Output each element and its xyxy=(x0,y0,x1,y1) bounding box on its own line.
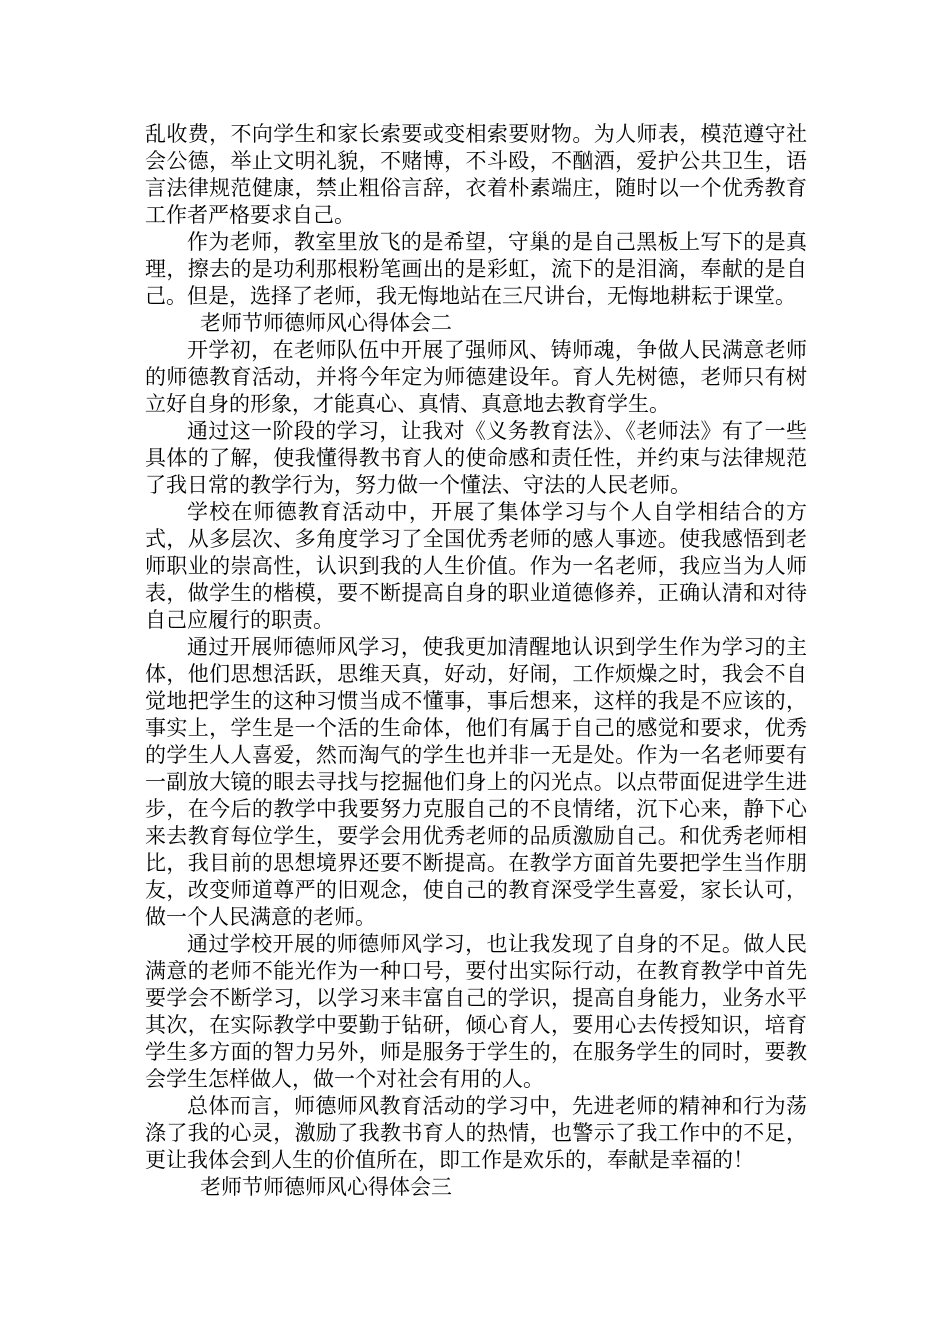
paragraph-student-subject: 通过开展师德师风学习，使我更加清醒地认识到学生作为学习的主体，他们思想活跃，思维天真，好动，好闹，工作烦燥之时，我会不自觉地把学生的这种习惯当成不懂事，事后想来，这样的我是不应该的，事实上，学生是一个活的生命体，他们有属于自己的感觉和要求，优秀的学生人人喜爱，然而淘气的学生也并非一无是处。作为一名老师要有一副放大镜的眼去寻找与挖掘他们身上的闪光点。以点带面促进学生进步，在今后的教学中我要努力克服自己的不良情绪，沉下心来，静下心来去教育每位学生，要学会用优秀老师的品质激励自己。和优秀老师相比，我目前的思想境界还要不断提高。在教学方面首先要把学生当作朋友，改变师道尊严的旧观念，使自己的教育深受学生喜爱，家长认可，做一个人民满意的老师。 xyxy=(145,635,807,929)
section-heading-two: 老师节师德师风心得体会二 xyxy=(200,311,452,335)
paragraph-teacher-role: 作为老师，教室里放飞的是希望，守巢的是自己黑板上写下的是真理，擦去的是功利那根粉笔画出的是彩虹，流下的是泪滴，奉献的是自己。但是，选择了老师，我无悔地站在三尺讲台，无悔地耕耘于课堂。 xyxy=(145,230,807,308)
paragraph-school-activity: 学校在师德教育活动中，开展了集体学习与个人自学相结合的方式，从多层次、多角度学习了全国优秀老师的感人事迹。使我感悟到老师职业的崇高性，认识到我的人生价值。作为一名老师，我应当为人师表，做学生的楷模，要不断提高自身的职业道德修养，正确认清和对待自己应履行的职责。 xyxy=(145,500,807,632)
paragraph-summary: 总体而言，师德师风教育活动的学习中，先进老师的精神和行为荡涤了我的心灵，激励了我教书育人的热情，也警示了我工作中的不足，更让我体会到人生的价值所在，即工作是欢乐的，奉献是幸福的！ xyxy=(145,1094,807,1172)
paragraph-conduct: 乱收费，不向学生和家长索要或变相索要财物。为人师表，模范遵守社会公德，举止文明礼貌，不赌博，不斗殴，不酗酒，爱护公共卫生，语言法律规范健康，禁止粗俗言辞，衣着朴素端庄，随时以一个优秀教育工作者严格要求自己。 xyxy=(145,122,807,227)
paragraph-shortcomings: 通过学校开展的师德师风学习，也让我发现了自身的不足。做人民满意的老师不能光作为一种口号，要付出实际行动，在教育教学中首先要学会不断学习，以学习来丰富自己的学识，提高自身能力，业务水平其次，在实际教学中要勤于钻研，倾心育人，要用心去传授知识，培育学生多方面的智力另外，师是服务于学生的，在服务学生的同时，要教会学生怎样做人，做一个对社会有用的人。 xyxy=(145,932,807,1091)
paragraph-semester-start: 开学初，在老师队伍中开展了强师风、铸师魂，争做人民满意老师的师德教育活动，并将今年定为师德建设年。育人先树德，老师只有树立好自身的形象，才能真心、真情、真意地去教育学生。 xyxy=(145,338,807,416)
document-page xyxy=(145,121,807,1201)
paragraph-law-study: 通过这一阶段的学习，让我对《义务教育法》、《老师法》有了一些具体的了解，使我懂得教书育人的使命感和责任性，并约束与法律规范了我日常的教学行为，努力做一个懂法、守法的人民老师。 xyxy=(145,419,807,497)
section-heading-three: 老师节师德师风心得体会三 xyxy=(200,1175,452,1199)
